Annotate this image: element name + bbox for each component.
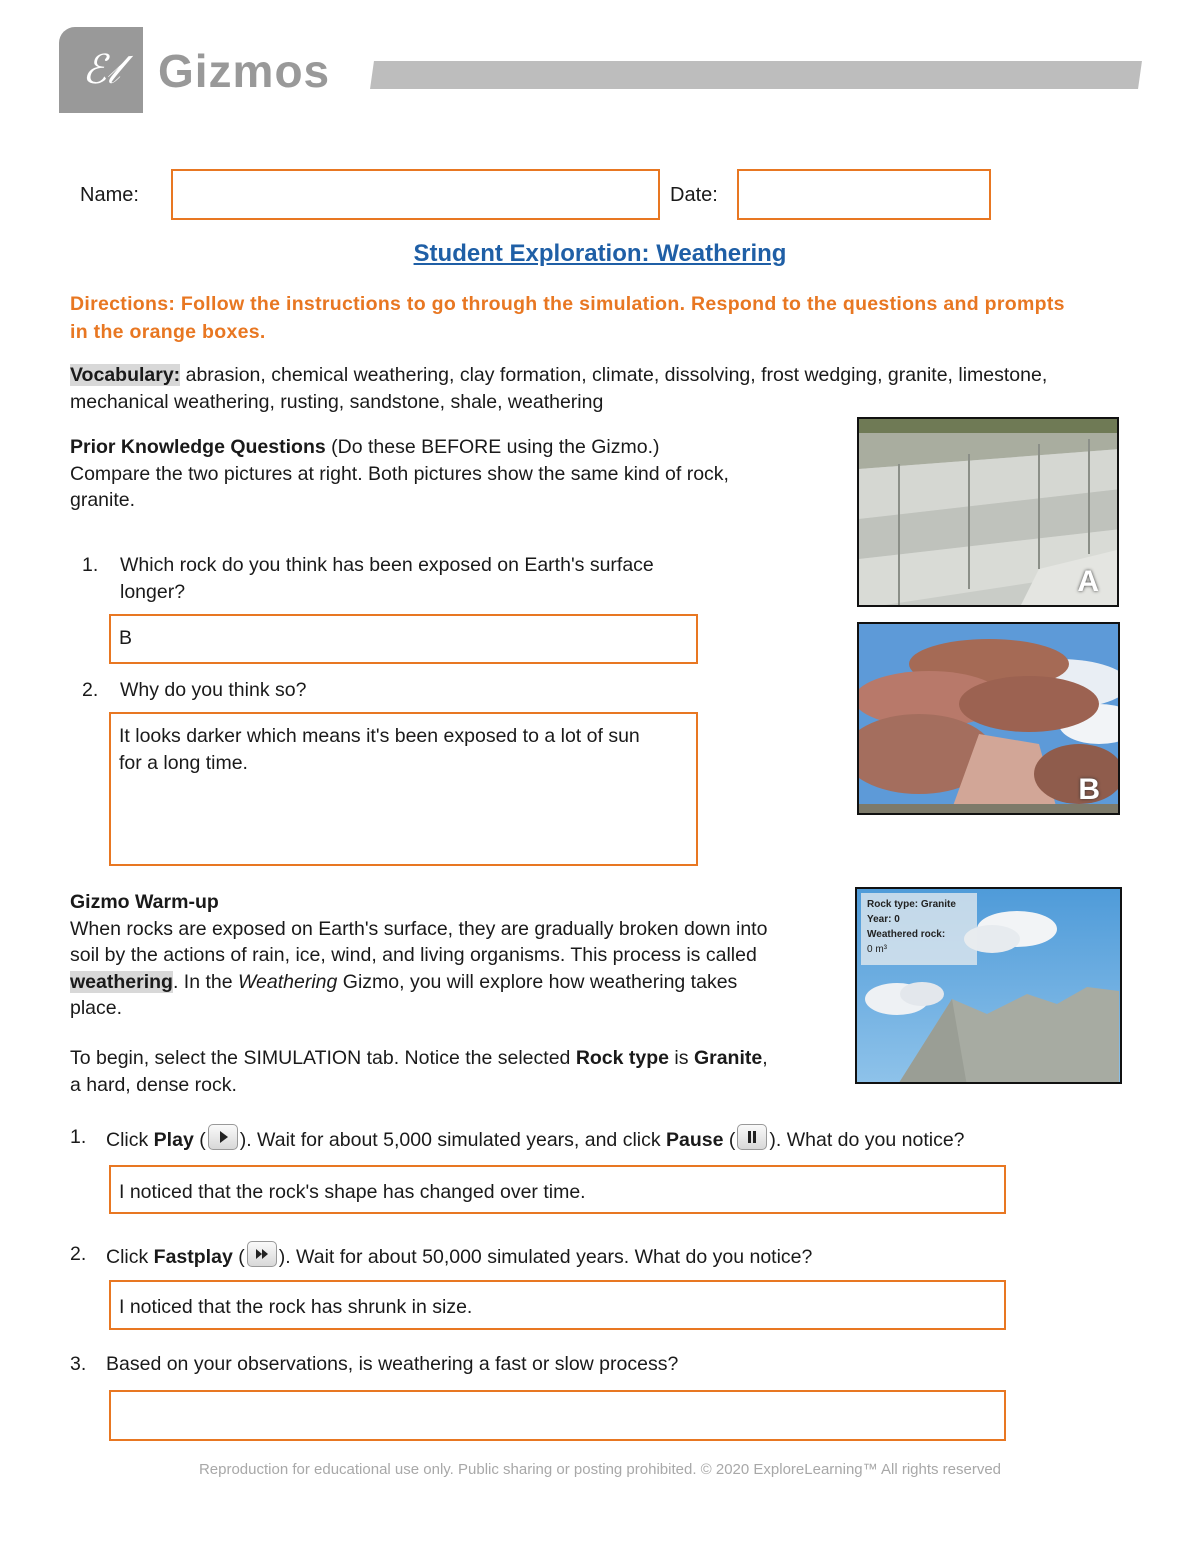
directions: Directions: Follow the instructions to go through the simulation. Respond to the questions and prompts in the orange boxes. [70,293,1065,343]
wu-q1-answer: I noticed that the rock's shape has changed over time. [119,1181,586,1203]
wu-q1-t3: ). Wait for about 5,000 simulated years, and click [239,1129,667,1151]
wu-q2-t1: Click [106,1246,154,1268]
header-bar [370,61,1142,89]
footer-copyright: Reproduction for educational use only. Public sharing or posting prohibited. © 2020 ExploreLearning™ All rights reserved [198,1461,1002,1478]
wu-q3-answer [111,1392,1004,1410]
gizmo-simulation-screenshot [855,887,1122,1084]
name-field[interactable] [171,169,660,220]
photo-a-label: A [1077,565,1099,598]
wu-q2-t3: ). Wait for about 50,000 simulated years. What do you notice? [278,1246,813,1268]
wu-q1-text [106,1124,1106,1154]
pk-q1-answer-box[interactable] [109,614,698,664]
pk-q2-answer: It looks darker which means it's been exposed to a lot of sun for a long time. [119,725,640,774]
pk-q1-number: 1. [82,554,99,576]
vocabulary-label: Vocabulary: [70,364,181,386]
wu-q1-answer-box[interactable] [109,1165,1006,1214]
prior-knowledge-intro: Compare the two pictures at right. Both pictures show the same kind of rock, granite. [70,462,729,511]
wu-q1-t5: ). What do you notice? [769,1129,965,1151]
wu-q1-t1: Click [106,1129,154,1151]
wu-q2-answer: I noticed that the rock has shrunk in size. [119,1296,473,1318]
wu-q1-t2: ( [193,1129,206,1151]
pk-q2-answer-box[interactable] [109,712,698,866]
pk-q1-answer: B [119,627,133,649]
wu-q2-text [106,1241,1106,1271]
wu-q1-number: 1. [70,1126,87,1148]
weathering-gizmo-name: Weathering [237,970,338,993]
wu-q2-answer-box[interactable] [109,1280,1006,1330]
granite-term: Granite [693,1047,763,1069]
photo-b-label: B [1078,773,1100,806]
name-label: Name: [80,184,139,206]
warmup-p2-mid: is [669,1047,694,1069]
vocabulary-terms: abrasion, chemical weathering, clay formation, climate, dissolving, frost wedging, granite, limestone, mechanical weathering, rusting, sandstone, shale, weathering [70,364,1048,413]
warmup-p2-text: To begin, select the SIMULATION tab. Notice the selected [70,1047,576,1069]
fastplay-icon [247,1241,277,1267]
gizmo-year: Year: 0 [867,914,900,925]
prior-knowledge-section [70,434,770,514]
gizmos-logo [59,27,143,113]
wu-q1-t4: ( [723,1129,736,1151]
prior-knowledge-note: (Do these BEFORE using the Gizmo.) [325,436,660,458]
play-icon [208,1124,238,1150]
date-label: Date: [670,184,718,206]
date-field[interactable] [737,169,991,220]
rock-type-term: Rock type [575,1047,670,1069]
gizmo-weathered-value: 0 m³ [867,944,887,955]
warmup-p1-mid: . In the [172,970,238,993]
play-term: Play [153,1129,194,1151]
pk-q2-number: 2. [82,679,99,701]
wu-q3-text: Based on your observations, is weathering a fast or slow process? [106,1353,679,1375]
photo-a-quarry [857,417,1119,607]
gizmo-weathered-label: Weathered rock: [867,929,946,940]
warmup-section [70,889,780,1022]
warmup-p1-text: When rocks are exposed on Earth's surface, they are gradually broken down into soil by the actions of rain, ice, wind, and living organisms. This process is called [70,917,768,966]
warmup-p2-end: , a hard, dense rock. [70,1047,768,1096]
gizmo-rock-type: Rock type: Granite [867,899,956,910]
brand-name: Gizmos [158,45,331,97]
warmup-paragraph-2 [70,1045,780,1098]
wu-q2-t2: ( [232,1246,245,1268]
weathering-term: weathering [70,970,173,993]
prior-knowledge-heading: Prior Knowledge Questions [70,436,326,458]
warmup-p1-end: Gizmo, you will explore how weathering takes place. [70,970,738,1019]
warmup-heading: Gizmo Warm-up [70,891,219,913]
pk-q2-text: Why do you think so? [120,679,307,701]
page-title: Student Exploration: Weathering [413,240,787,267]
pause-icon [737,1124,767,1150]
gizmo-readout [867,897,956,957]
vocabulary [70,362,1080,416]
fastplay-term: Fastplay [153,1246,233,1268]
wu-q3-answer-box[interactable] [109,1390,1006,1441]
photo-b-boulders [857,622,1120,815]
pk-q1-text: Which rock do you think has been exposed on Earth's surface longer? [120,554,654,603]
logo-glyph: ℰ𝓁 [82,47,120,93]
wu-q2-number: 2. [70,1243,87,1265]
pause-term: Pause [666,1129,724,1151]
wu-q3-number: 3. [70,1353,87,1375]
